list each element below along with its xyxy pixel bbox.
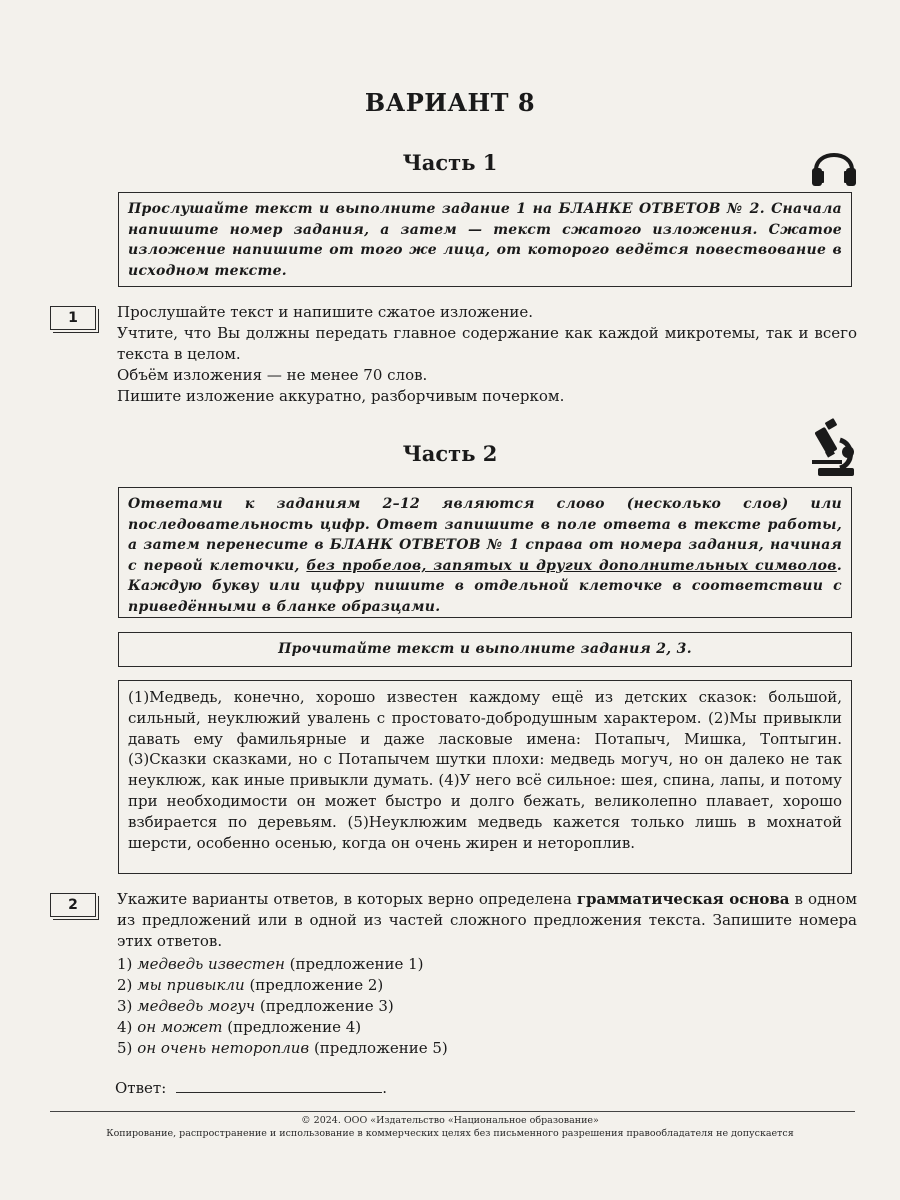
task2-option	[117, 954, 857, 975]
reading-text: (1)Медведь, конечно, хорошо известен каждому ещё из детских сказок: большой, сильный, неуклюжий увалень с простовато-добродушным характером. (2)Мы привыкли давать ему фамильярные и даже ласковые имена: Потапыч, Мишка, Топтыгин. (3)Сказки сказками, но с Потапычем шутки плохи: медведь могуч, но он далеко не так неуклюж, как иные привыкли думать. (4)У него всё сильное: шея, спина, лапы, и потому при необходимости он может быстро и долго бежать, великолепно плавает, хорошо взбирается по деревьям. (5)Неуклюжим медведь кажется только лишь в мохнатой шерсти, особенно осенью, когда он очень жирен и нетороплив.	[128, 688, 842, 852]
task1-line-2: Учтите, что Вы должны передать главное содержание как каждой микротемы, так и всего текста в целом.	[117, 324, 857, 363]
part1-instruction-answer-sheet: БЛАНКЕ ОТВЕТОВ № 2	[558, 201, 760, 217]
reading-text-box	[118, 680, 852, 874]
task1-line-3: Объём изложения — не менее 70 слов.	[117, 366, 428, 384]
option-reference: (предложение 4)	[227, 1018, 362, 1036]
footer-notice: Копирование, распространение и использование в коммерческих целях без письменного разрешения правообладателя не допускается	[106, 1128, 794, 1139]
read-instruction-box	[118, 632, 852, 667]
task2-option	[117, 975, 857, 996]
answer-label: Ответ:	[115, 1079, 167, 1097]
part2-instruction-text-2: справа от номера задания, начиная с первой клеточки,	[128, 537, 843, 574]
variant-title: ВАРИАНТ 8	[364, 88, 536, 117]
answer-end: .	[382, 1079, 388, 1097]
part1-title: Часть 1	[402, 150, 498, 175]
option-number: 3)	[117, 997, 133, 1015]
task1-number: 1	[50, 306, 96, 330]
task2-number: 2	[50, 893, 96, 917]
part2-instruction-underlined: без пробелов, запятых и других дополнительных символов	[306, 557, 837, 574]
task2-text	[117, 889, 857, 1059]
answer-field[interactable]	[176, 1078, 382, 1093]
task2-option	[117, 1038, 857, 1059]
footer-copyright: © 2024. ООО «Издательство «Национальное образование»	[301, 1115, 599, 1126]
option-reference: (предложение 1)	[289, 955, 424, 973]
option-phrase: он может	[137, 1018, 223, 1036]
option-phrase: он очень нетороплив	[137, 1039, 310, 1057]
option-reference: (предложение 2)	[249, 976, 384, 994]
answer-line	[115, 1078, 387, 1097]
option-phrase: мы привыкли	[137, 976, 245, 994]
part2-instruction-text-3: . Каждую букву или цифру пишите в отдельной клеточке в соответствии с приведёнными в бланке образцами.	[128, 557, 842, 615]
task1-line-4: Пишите изложение аккуратно, разборчивым почерком.	[117, 387, 565, 405]
part2-title: Часть 2	[402, 441, 498, 466]
microscope-icon	[806, 418, 860, 480]
task2-options	[117, 954, 857, 1059]
task1-line-1: Прослушайте текст и напишите сжатое изложение.	[117, 303, 534, 321]
option-number: 1)	[117, 955, 133, 973]
option-number: 4)	[117, 1018, 133, 1036]
task1-text	[117, 302, 857, 407]
task2-option	[117, 996, 857, 1017]
read-instruction-text: Прочитайте текст и выполните задания 2, 3.	[278, 641, 692, 657]
task2-option	[117, 1017, 857, 1038]
part1-instruction-text-2: . Сначала напишите номер задания, а затем — текст сжатого изложения. Сжатое изложение напишите от того же лица, от которого ведётся повествование в исходном тексте.	[128, 201, 842, 279]
option-reference: (предложение 5)	[313, 1039, 448, 1057]
footer-divider	[50, 1111, 855, 1112]
task2-question-part-1: Укажите варианты ответов, в которых верно определена	[117, 890, 577, 908]
part2-instruction-text-1: Ответами к заданиям 2–12 являются слово (несколько слов) или последовательность цифр. Ответ запишите в поле ответа в тексте работы, а затем перенесите в	[128, 496, 842, 553]
option-phrase: медведь могуч	[137, 997, 256, 1015]
option-phrase: медведь известен	[137, 955, 285, 973]
option-reference: (предложение 3)	[259, 997, 394, 1015]
task2-question-part-2: в одном из предложений или в одной из частей сложного предложения текста. Запишите номера этих ответов.	[117, 890, 857, 950]
part2-instruction-answer-sheet: БЛАНК ОТВЕТОВ № 1	[329, 537, 520, 553]
task2-question	[117, 889, 857, 952]
option-number: 5)	[117, 1039, 133, 1057]
headphones-icon	[808, 140, 860, 190]
part2-instruction-box	[118, 487, 852, 618]
option-number: 2)	[117, 976, 133, 994]
part1-instruction-text-1: Прослушайте текст и выполните задание 1 на	[128, 201, 559, 217]
task2-question-bold: грамматическая основа	[576, 890, 790, 908]
part1-instruction-box	[118, 192, 852, 287]
